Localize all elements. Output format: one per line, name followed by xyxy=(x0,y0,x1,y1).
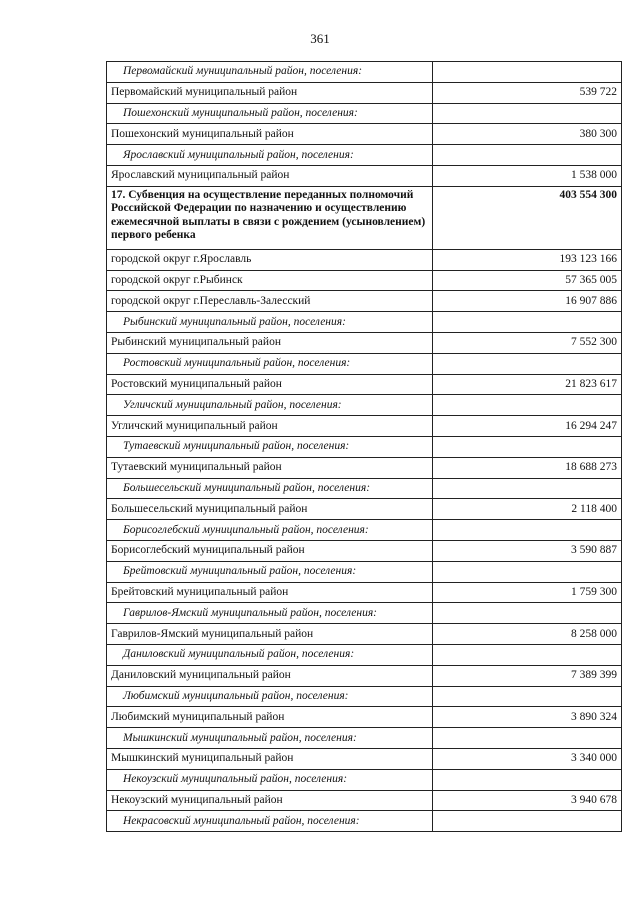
district-name: городской округ г.Переславль-Залесский xyxy=(107,291,433,312)
amount-cell xyxy=(433,62,622,83)
budget-table xyxy=(106,61,622,832)
district-group-label: Ростовский муниципальный район, поселения: xyxy=(107,353,433,374)
amount-cell: 18 688 273 xyxy=(433,457,622,478)
district-name: Мышкинский муниципальный район xyxy=(107,748,433,769)
table-row xyxy=(107,270,622,291)
amount-cell: 2 118 400 xyxy=(433,499,622,520)
district-name: Даниловский муниципальный район xyxy=(107,665,433,686)
amount-cell xyxy=(433,103,622,124)
district-name: Некоузский муниципальный район xyxy=(107,790,433,811)
subheader-row xyxy=(107,561,622,582)
amount-cell: 16 294 247 xyxy=(433,416,622,437)
district-group-label: Первомайский муниципальный район, поселения: xyxy=(107,62,433,83)
district-group-label: Гаврилов-Ямский муниципальный район, поселения: xyxy=(107,603,433,624)
amount-cell xyxy=(433,145,622,166)
amount-cell xyxy=(433,644,622,665)
amount-cell xyxy=(433,520,622,541)
section-header-row xyxy=(107,186,622,249)
subheader-row xyxy=(107,644,622,665)
subheader-row xyxy=(107,478,622,499)
subheader-row xyxy=(107,145,622,166)
amount-cell xyxy=(433,686,622,707)
table-row xyxy=(107,416,622,437)
table-row xyxy=(107,249,622,270)
section-title: 17. Субвенция на осуществление переданных полномочий Российской Федерации по назначению и осуществлению ежемесячной выплаты в связи с рождением (усыновлением) первого ребенка xyxy=(107,186,433,249)
table-row xyxy=(107,790,622,811)
amount-cell: 380 300 xyxy=(433,124,622,145)
amount-cell: 539 722 xyxy=(433,82,622,103)
table-row xyxy=(107,165,622,186)
amount-cell: 3 590 887 xyxy=(433,540,622,561)
amount-cell xyxy=(433,478,622,499)
subheader-row xyxy=(107,353,622,374)
amount-cell: 8 258 000 xyxy=(433,624,622,645)
table-row xyxy=(107,291,622,312)
table-row xyxy=(107,374,622,395)
amount-cell xyxy=(433,353,622,374)
subheader-row xyxy=(107,769,622,790)
district-group-label: Угличский муниципальный район, поселения: xyxy=(107,395,433,416)
amount-cell: 1 538 000 xyxy=(433,165,622,186)
district-group-label: Рыбинский муниципальный район, поселения: xyxy=(107,312,433,333)
district-group-label: Тутаевский муниципальный район, поселения: xyxy=(107,436,433,457)
table-row xyxy=(107,624,622,645)
district-name: Ростовский муниципальный район xyxy=(107,374,433,395)
district-name: городской округ г.Рыбинск xyxy=(107,270,433,291)
amount-cell: 7 552 300 xyxy=(433,332,622,353)
district-group-label: Любимский муниципальный район, поселения: xyxy=(107,686,433,707)
district-group-label: Ярославский муниципальный район, поселения: xyxy=(107,145,433,166)
district-group-label: Некоузский муниципальный район, поселения: xyxy=(107,769,433,790)
subheader-row xyxy=(107,520,622,541)
district-name: Пошехонский муниципальный район xyxy=(107,124,433,145)
budget-table-body xyxy=(107,62,622,832)
subheader-row xyxy=(107,686,622,707)
table-row xyxy=(107,499,622,520)
amount-cell xyxy=(433,312,622,333)
subheader-row xyxy=(107,103,622,124)
amount-cell: 3 890 324 xyxy=(433,707,622,728)
amount-cell xyxy=(433,811,622,832)
table-row xyxy=(107,82,622,103)
district-name: Гаврилов-Ямский муниципальный район xyxy=(107,624,433,645)
page-number: 361 xyxy=(310,31,330,46)
district-name: городской округ г.Ярославль xyxy=(107,249,433,270)
amount-cell: 3 940 678 xyxy=(433,790,622,811)
table-row xyxy=(107,582,622,603)
district-name: Тутаевский муниципальный район xyxy=(107,457,433,478)
subheader-row xyxy=(107,728,622,749)
district-name: Большесельский муниципальный район xyxy=(107,499,433,520)
amount-cell: 16 907 886 xyxy=(433,291,622,312)
amount-cell xyxy=(433,728,622,749)
district-name: Первомайский муниципальный район xyxy=(107,82,433,103)
subheader-row xyxy=(107,62,622,83)
amount-cell xyxy=(433,603,622,624)
table-row xyxy=(107,748,622,769)
district-group-label: Большесельский муниципальный район, поселения: xyxy=(107,478,433,499)
table-row xyxy=(107,665,622,686)
table-row xyxy=(107,124,622,145)
amount-cell: 193 123 166 xyxy=(433,249,622,270)
district-group-label: Брейтовский муниципальный район, поселения: xyxy=(107,561,433,582)
district-name: Рыбинский муниципальный район xyxy=(107,332,433,353)
table-row xyxy=(107,540,622,561)
amount-cell xyxy=(433,769,622,790)
district-group-label: Борисоглебский муниципальный район, поселения: xyxy=(107,520,433,541)
district-name: Борисоглебский муниципальный район xyxy=(107,540,433,561)
district-group-label: Даниловский муниципальный район, поселения: xyxy=(107,644,433,665)
subheader-row xyxy=(107,603,622,624)
amount-cell: 7 389 399 xyxy=(433,665,622,686)
amount-cell: 3 340 000 xyxy=(433,748,622,769)
table-row xyxy=(107,332,622,353)
district-name: Брейтовский муниципальный район xyxy=(107,582,433,603)
amount-cell xyxy=(433,561,622,582)
district-name: Любимский муниципальный район xyxy=(107,707,433,728)
district-name: Угличский муниципальный район xyxy=(107,416,433,437)
amount-cell xyxy=(433,436,622,457)
district-group-label: Пошехонский муниципальный район, поселения: xyxy=(107,103,433,124)
district-name: Ярославский муниципальный район xyxy=(107,165,433,186)
section-total-amount: 403 554 300 xyxy=(433,186,622,249)
subheader-row xyxy=(107,436,622,457)
amount-cell: 21 823 617 xyxy=(433,374,622,395)
amount-cell: 1 759 300 xyxy=(433,582,622,603)
table-row xyxy=(107,707,622,728)
amount-cell xyxy=(433,395,622,416)
amount-cell: 57 365 005 xyxy=(433,270,622,291)
subheader-row xyxy=(107,395,622,416)
table-row xyxy=(107,457,622,478)
subheader-row xyxy=(107,312,622,333)
district-group-label: Некрасовский муниципальный район, поселения: xyxy=(107,811,433,832)
district-group-label: Мышкинский муниципальный район, поселения: xyxy=(107,728,433,749)
subheader-row xyxy=(107,811,622,832)
